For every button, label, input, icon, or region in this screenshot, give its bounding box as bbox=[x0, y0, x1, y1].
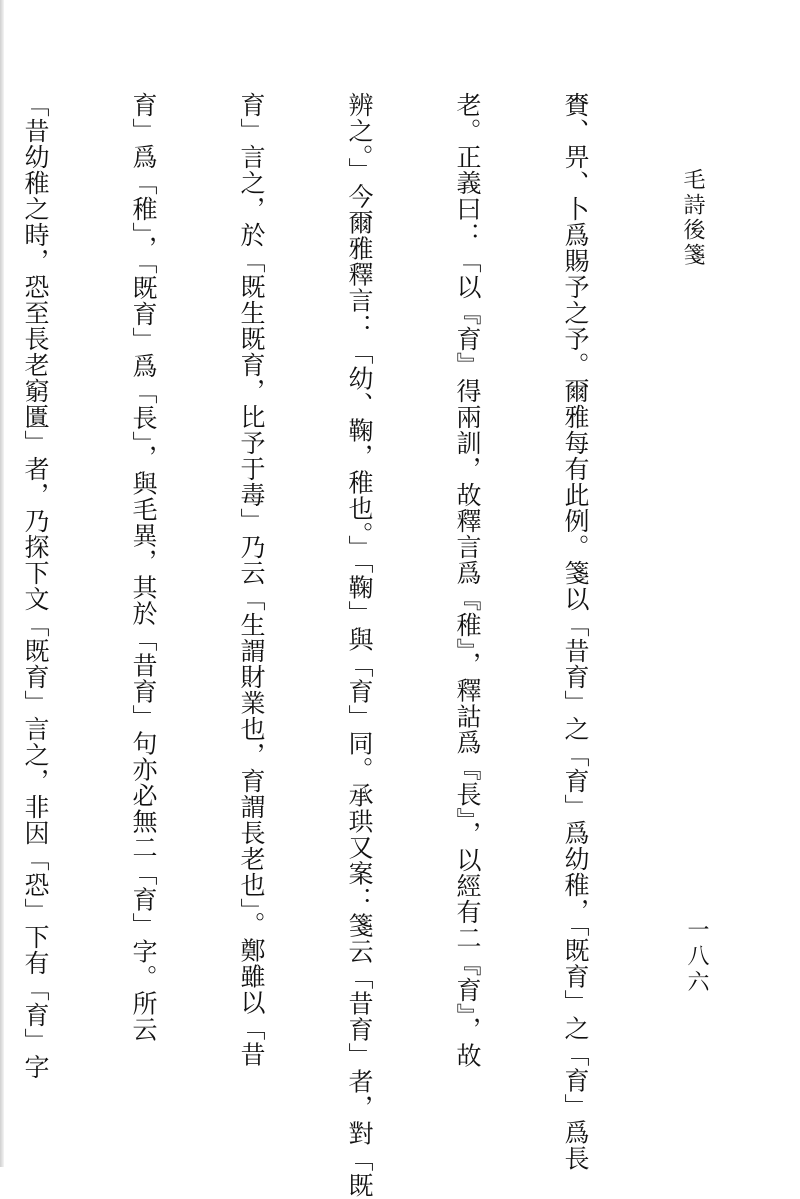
text-column: 「昔幼稚之時，恐至長老窮匱」者，乃探下文「既育」言之，非因「恐」下有「育」字 bbox=[21, 92, 50, 1080]
text-column: 老。正義曰：「以『育』得兩訓，故釋言爲『稚』，釋詁爲『長』，以經有二『育』，故 bbox=[453, 92, 482, 1069]
page-number: 一八六 bbox=[684, 918, 709, 996]
text-column: 育」爲「稚」，「既育」爲「長」，與毛異，其於「昔育」句亦必無二「育」字。所云 bbox=[129, 92, 158, 1043]
text-column: 育」言之，於「既生既育，比予于毒」乃云「生謂財業也，育謂長老也」。鄭雖以「昔 bbox=[237, 92, 266, 1068]
text-column: 賚、畀、卜爲賜予之予。爾雅每有此例。箋以「昔育」之「育」爲幼稚，「既育」之「育」爲長 bbox=[561, 92, 590, 1172]
main-text-block bbox=[21, 92, 665, 1199]
text-column: 辨之。」今爾雅釋言：「幼、鞠，稚也。」「鞠」與「育」同。承珙又案：箋云「昔育」者，對「既 bbox=[345, 92, 374, 1199]
running-head-title: 毛詩後箋 bbox=[680, 168, 705, 268]
